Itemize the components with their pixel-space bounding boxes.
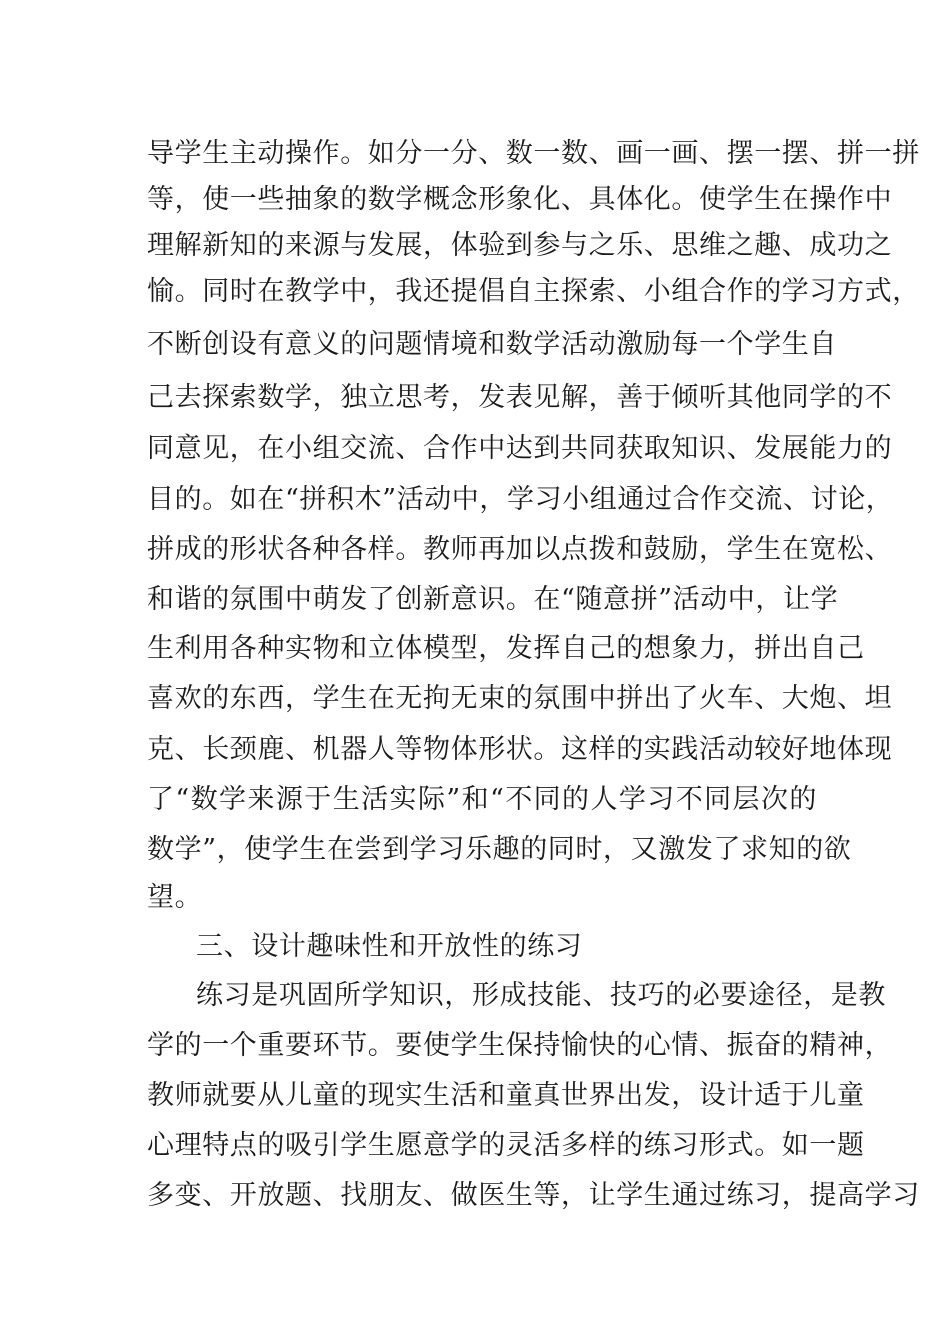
paragraph-line: 愉。同时在教学中，我还提倡自主探索、小组合作的学习方式， bbox=[147, 276, 920, 307]
paragraph-line: 喜欢的东西，学生在无拘无束的氛围中拼出了火车、大炮、坦 bbox=[147, 683, 893, 714]
paragraph-line: 练习是巩固所学知识，形成技能、技巧的必要途径，是教 bbox=[196, 980, 886, 1011]
section-heading: 三、设计趣味性和开放性的练习 bbox=[196, 931, 583, 962]
paragraph-line: 目的。如在“拼积木”活动中，学习小组通过合作交流、讨论， bbox=[147, 484, 894, 515]
paragraph-line: 教师就要从儿童的现实生活和童真世界出发，设计适于儿童 bbox=[147, 1080, 865, 1111]
paragraph-line: 数学”，使学生在尝到学习乐趣的同时，又激发了求知的欲 bbox=[147, 834, 852, 865]
paragraph-line: 多变、开放题、找朋友、做医生等，让学生通过练习，提高学习 bbox=[147, 1180, 920, 1211]
paragraph-line: 导学生主动操作。如分一分、数一数、画一画、摆一摆、拼一拼 bbox=[147, 138, 920, 169]
paragraph-line: 不断创设有意义的问题情境和数学活动激励每一个学生自 bbox=[147, 329, 837, 360]
paragraph-line: 同意见，在小组交流、合作中达到共同获取知识、发展能力的 bbox=[147, 433, 893, 464]
paragraph-line: 理解新知的来源与发展，体验到参与之乐、思维之趣、成功之 bbox=[147, 230, 893, 261]
paragraph-line: 己去探索数学，独立思考，发表见解，善于倾听其他同学的不 bbox=[147, 382, 893, 413]
paragraph-line: 拼成的形状各种各样。教师再加以点拨和鼓励，学生在宽松、 bbox=[147, 534, 893, 565]
paragraph-line: 了“数学来源于生活实际”和“不同的人学习不同层次的 bbox=[147, 784, 817, 815]
paragraph-line: 克、长颈鹿、机器人等物体形状。这样的实践活动较好地体现 bbox=[147, 734, 893, 765]
paragraph-line: 望。 bbox=[147, 882, 203, 913]
paragraph-line: 和谐的氛围中萌发了创新意识。在“随意拼”活动中，让学 bbox=[147, 584, 839, 615]
paragraph-line: 生利用各种实物和立体模型，发挥自己的想象力，拼出自己 bbox=[147, 633, 865, 664]
paragraph-line: 学的一个重要环节。要使学生保持愉快的心情、振奋的精神， bbox=[147, 1030, 893, 1061]
paragraph-line: 心理特点的吸引学生愿意学的灵活多样的练习形式。如一题 bbox=[147, 1130, 865, 1161]
paragraph-line: 等，使一些抽象的数学概念形象化、具体化。使学生在操作中 bbox=[147, 184, 893, 215]
